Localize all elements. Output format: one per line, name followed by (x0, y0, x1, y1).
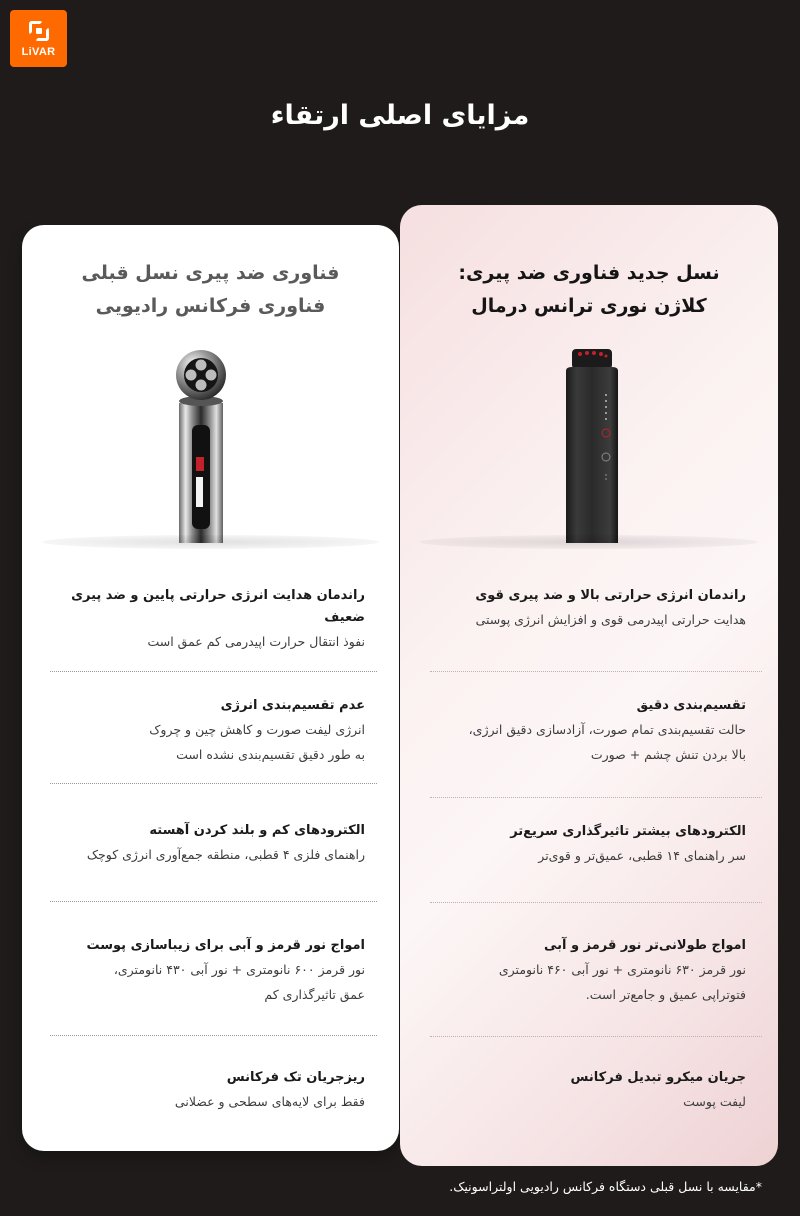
product-shadow (420, 535, 758, 549)
feature-title: راندمان هدایت انرژی حرارتی پایین و ضد پیری ضعیف (71, 588, 365, 625)
feature-desc: فقط برای لایه‌های سطحی و عضلانی (174, 1094, 365, 1109)
feature-title: ریزجریان تک فرکانس (226, 1070, 365, 1085)
old-feature-2 (42, 695, 365, 767)
feature-desc: حالت تقسیم‌بندی تمام صورت، آزادسازی دقیق انرژی، (468, 722, 746, 737)
divider (430, 1036, 762, 1037)
new-feature-2 (420, 695, 746, 767)
feature-desc: عمق تاثیرگذاری کم (264, 987, 365, 1002)
feature-title: راندمان انرژی حرارتی بالا و ضد پیری قوی (475, 588, 746, 603)
divider (50, 671, 377, 672)
old-feature-4 (42, 935, 365, 1007)
black-light-therapy-device-icon (560, 345, 624, 545)
divider (50, 901, 377, 902)
new-feature-3 (420, 821, 746, 868)
new-title-line-1: نسل جدید فناوری ضد پیری: (458, 262, 720, 284)
divider (50, 1035, 377, 1036)
divider (50, 783, 377, 784)
new-generation-title (400, 257, 778, 323)
feature-title: امواج طولانی‌تر نور قرمز و آبی (543, 938, 746, 953)
silver-rf-device-icon (166, 345, 236, 545)
divider (430, 671, 762, 672)
new-title-line-2: کلاژن نوری ترانس درمال (471, 295, 707, 317)
old-title-line-1: فناوری ضد پیری نسل قبلی (81, 262, 340, 284)
feature-desc: فتوتراپی عمیق و جامع‌تر است. (585, 987, 746, 1002)
feature-desc: انرژی لیفت صورت و کاهش چین و چروک (149, 722, 365, 737)
old-title-line-2: فناوری فرکانس رادیویی (95, 295, 326, 317)
new-feature-5 (420, 1067, 746, 1114)
brand-logo (10, 10, 67, 67)
feature-title: الکترودهای بیشتر تاثیرگذاری سریع‌تر (510, 824, 746, 839)
product-shadow (42, 535, 379, 549)
livar-logo-icon (27, 19, 51, 43)
old-feature-1 (42, 585, 365, 654)
feature-title: تقسیم‌بندی دقیق (636, 698, 746, 713)
feature-desc: هدایت حرارتی اپیدرمی قوی و افزایش انرژی پوستی (475, 612, 746, 627)
old-feature-3 (42, 820, 365, 867)
new-feature-1 (420, 585, 746, 632)
feature-desc: لیفت پوست (683, 1094, 746, 1109)
old-generation-card (22, 225, 399, 1151)
page-title: مزایای اصلی ارتقاء (270, 100, 530, 131)
brand-name: LiVAR (21, 46, 56, 58)
feature-title: جریان میکرو تبدیل فرکانس (570, 1070, 746, 1085)
footnote: *مقایسه با نسل قبلی دستگاه فرکانس رادیویی اولتراسونیک. (449, 1179, 762, 1194)
feature-title: عدم تقسیم‌بندی انرژی (220, 698, 365, 713)
feature-desc: نفوذ انتقال حرارت اپیدرمی کم عمق است (147, 634, 365, 649)
feature-title: الکترودهای کم و بلند کردن آهسته (149, 823, 365, 838)
new-generation-card (400, 205, 778, 1166)
divider (430, 902, 762, 903)
feature-desc: راهنمای فلزی ۴ قطبی، منطقه جمع‌آوری انرژی کوچک (86, 847, 365, 862)
old-feature-5 (42, 1067, 365, 1114)
old-generation-title (22, 257, 399, 323)
feature-title: امواج نور قرمز و آبی برای زیباسازی پوست (86, 938, 365, 953)
feature-desc: نور قرمز ۶۳۰ نانومتری + نور آبی ۴۶۰ نانومتری (498, 962, 746, 977)
feature-desc: بالا بردن تنش چشم + صورت (590, 747, 746, 762)
feature-desc: نور قرمز ۶۰۰ نانومتری + نور آبی ۴۳۰ نانومتری، (113, 962, 365, 977)
feature-desc: سر راهنمای ۱۴ قطبی، عمیق‌تر و قوی‌تر (538, 848, 746, 863)
new-feature-4 (420, 935, 746, 1007)
divider (430, 797, 762, 798)
feature-desc: به طور دقیق تقسیم‌بندی نشده است (176, 747, 365, 762)
